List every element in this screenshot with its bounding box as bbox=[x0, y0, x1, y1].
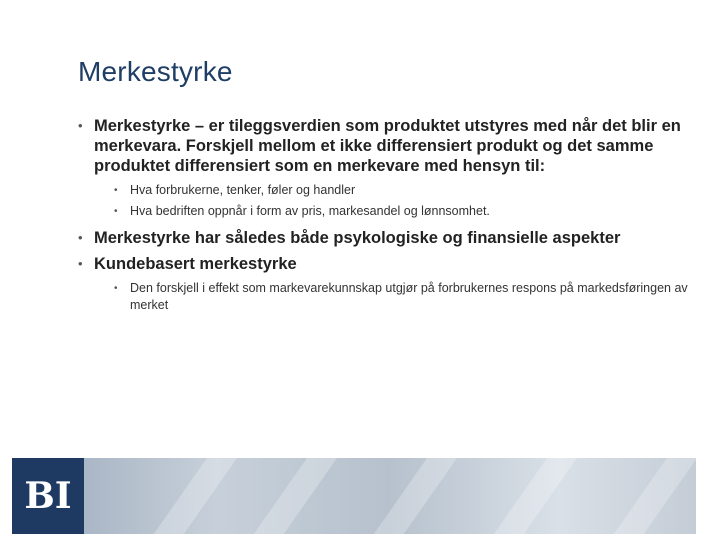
sub-bullet-text: Hva forbrukerne, tenker, føler og handler bbox=[130, 183, 356, 197]
footer-stripe bbox=[590, 458, 696, 534]
bi-logo bbox=[12, 458, 84, 534]
bullet-3-subitems bbox=[114, 280, 688, 314]
footer-stripe bbox=[130, 458, 244, 534]
bullet-3 bbox=[78, 254, 688, 274]
sub-bullet bbox=[114, 280, 688, 314]
bullet-1 bbox=[78, 116, 688, 176]
sub-bullet bbox=[114, 182, 688, 199]
sub-bullet-marker: • bbox=[114, 185, 118, 196]
sub-bullet-text: Den forskjell i effekt som markevarekunnskap utgjør på forbrukernes respons på markedsføringen av merket bbox=[130, 281, 688, 312]
bullet-marker: • bbox=[78, 118, 83, 133]
bi-logo-text: BI bbox=[24, 475, 72, 517]
slide-title: Merkestyrke bbox=[78, 56, 233, 87]
footer-stripe bbox=[350, 458, 464, 534]
bullet-marker: • bbox=[78, 256, 83, 271]
sub-bullet-text: Hva bedriften oppnår i form av pris, markesandel og lønnsomhet. bbox=[130, 204, 490, 218]
slide-content bbox=[78, 116, 688, 322]
bullet-2-text: Merkestyrke har således både psykologiske og finansielle aspekter bbox=[94, 229, 621, 247]
bullet-2 bbox=[78, 228, 688, 248]
bullet-3-text: Kundebasert merkestyrke bbox=[94, 255, 297, 273]
bullet-1-subitems bbox=[114, 182, 688, 220]
footer-stripe bbox=[470, 458, 584, 534]
footer-banner bbox=[12, 458, 696, 534]
sub-bullet-marker: • bbox=[114, 283, 118, 294]
sub-bullet-marker: • bbox=[114, 206, 118, 217]
footer-stripe bbox=[230, 458, 344, 534]
sub-bullet bbox=[114, 203, 688, 220]
bullet-marker: • bbox=[78, 230, 83, 245]
bullet-1-text: Merkestyrke – er tileggsverdien som produktet utstyres med når det blir en merkevara. Forskjell mellom et ikke differensiert produkt og det samme produktet differensiert som en merkevare med hensyn til: bbox=[94, 117, 681, 175]
